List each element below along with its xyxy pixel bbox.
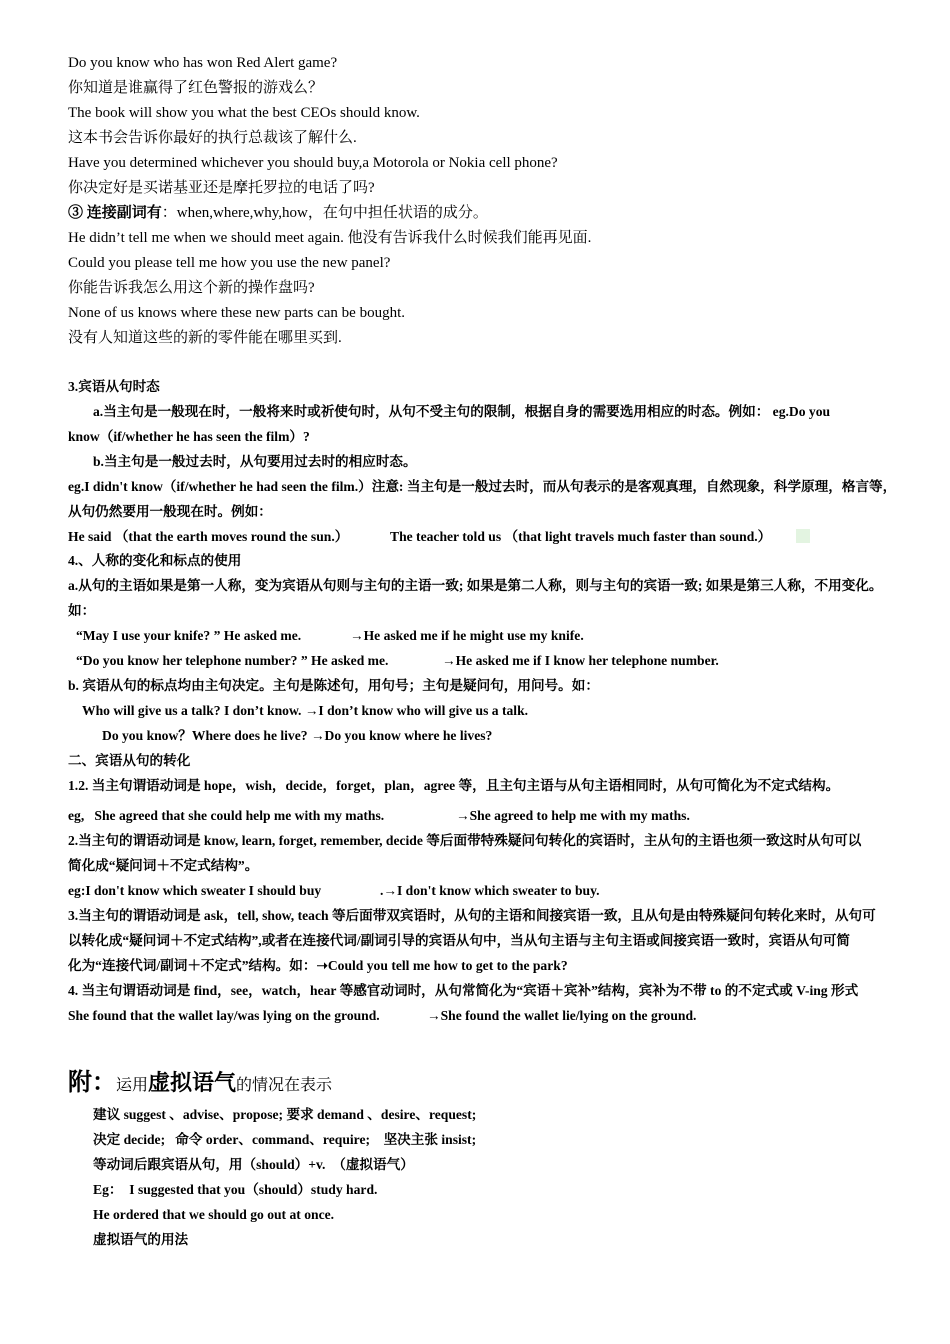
text-line: He ordered that we should go out at once. (93, 1207, 335, 1222)
text-line: Could you please tell me how you use the new panel? (68, 255, 391, 271)
highlight-box (796, 529, 810, 543)
example-line (76, 652, 719, 670)
text-line: 这本书会告诉你最好的执行总裁该了解什么. (68, 130, 357, 146)
example-part: eg, She agreed that she could help me with my maths. (68, 808, 385, 823)
example-part: eg:I don't know which sweater I should buy (68, 883, 322, 898)
section-heading: 二、宾语从句的转化 (68, 753, 191, 768)
text-line: 你知道是谁赢得了红色警报的游戏么？ (68, 80, 324, 96)
text-line: b. 宾语从句的标点均由主句决定。主句是陈述句，用句号；主句是疑问句，用问号。如： (68, 678, 599, 693)
text-line: 1.2. 当主句谓语动词是 hope，wish，decide，forget，plan，agree 等，且主句主语与从句主语相同时，从句可简化为不定式结构。 (68, 778, 840, 793)
text-line: 4. 当主句谓语动词是 find，see，watch，hear 等感官动词时，从句常简化为“宾语＋宾补”结构，宾补为不带 to 的不定式或 V-ing 形式 (68, 983, 859, 998)
text-line: 化为“连接代词/副词＋不定式”结构。如：➝Could you tell me how to get to the park? (68, 958, 568, 973)
text-line: 2.当主句的谓语动词是 know, learn, forget, remember, decide 等后面带特殊疑问句转化的宾语时，主从句的主语也须一致这时从句可以 (68, 833, 862, 848)
text-line: 你决定好是买诺基亚还是摩托罗拉的电话了吗? (68, 180, 375, 196)
example-part: He said （that the earth moves round the sun.） (68, 529, 349, 544)
adverb-line (68, 204, 488, 222)
text-line: He didn’t tell me when we should meet again. 他没有告诉我什么时候我们能再见面. (68, 230, 592, 246)
section-heading: 3.宾语从句时态 (68, 379, 160, 394)
text-line: 如： (68, 603, 96, 618)
example-line (68, 528, 772, 546)
example-part: “May I use your knife? ” He asked me. (76, 628, 302, 643)
example-part: →She agreed to help me with my maths. (456, 808, 690, 823)
example-part: →He asked me if he might use my knife. (350, 628, 584, 643)
example-line (68, 1007, 697, 1025)
text-line: a.从句的主语如果是第一人称，变为宾语从句则与主句的主语一致; 如果是第二人称，则与主句的宾语一致; 如果是第三人称，不用变化。 (68, 578, 883, 593)
appendix-emphasis: 虚拟语气 (148, 1070, 237, 1095)
text-line: None of us knows where these new parts can be bought. (68, 305, 405, 321)
text-line: know（if/whether he has seen the film）? (68, 429, 310, 444)
highlight-mark (792, 528, 810, 546)
example-line (76, 627, 584, 645)
text-line: eg.I didn't know（if/whether he had seen the film.）注意: 当主句是一般过去时，而从句表示的是客观真理，自然现象，科学原理，格言等， (68, 479, 897, 494)
text-line: 建议 suggest 、advise、propose; 要求 demand 、desire、request; (93, 1107, 477, 1122)
section-heading: 4.、人称的变化和标点的使用 (68, 553, 242, 568)
text-line: Do you know？Where does he live? →Do you know where he lives? (102, 728, 493, 743)
text-line: Who will give us a talk? I don’t know. →I don’t know who will give us a talk. (82, 703, 529, 718)
text-line: 3.当主句的谓语动词是 ask，tell, show, teach 等后面带双宾语时，从句的主语和间接宾语一致，且从句是由特殊疑问句转化来时，从句可 (68, 908, 876, 923)
example-line (68, 807, 690, 825)
text-line: b.当主句是一般过去时，从句要用过去时的相应时态。 (93, 454, 417, 469)
text-line: 你能告诉我怎么用这个新的操作盘吗? (68, 280, 315, 296)
text-line: 以转化成“疑问词＋不定式结构”,或者在连接代词/副词引导的宾语从句中，当从句主语与主句主语或间接宾语一致时，宾语从句可简 (68, 933, 851, 948)
text-line: Have you determined whichever you should buy,a Motorola or Nokia cell phone? (68, 155, 558, 171)
text-line: Do you know who has won Red Alert game? (68, 55, 338, 71)
example-part: She found that the wallet lay/was lying on the ground. (68, 1008, 380, 1023)
appendix-heading (68, 1062, 332, 1097)
adverb-label: ③ 连接副词有 (68, 205, 162, 221)
text-line: Eg： I suggested that you（should）study hard. (93, 1182, 378, 1197)
appendix-text: 运用 (116, 1077, 149, 1094)
example-line (68, 882, 600, 900)
text-line: a.当主句是一般现在时，一般将来时或祈使句时，从句不受主句的限制，根据自身的需要选用相应的时态。例如： eg.Do you (93, 404, 831, 419)
text-line: The book will show you what the best CEOs should know. (68, 105, 420, 121)
example-part: The teacher told us （that light travels much faster than sound.） (390, 529, 772, 544)
example-part: “Do you know her telephone number? ” He asked me. (76, 653, 389, 668)
text-line: 决定 decide; 命令 order、command、require; 坚决主张 insist; (93, 1132, 477, 1147)
text-line: 虚拟语气的用法 (93, 1232, 189, 1247)
example-part: .→I don't know which sweater to buy. (380, 883, 600, 898)
adverb-rest: ：when,where,why,how，在句中担任状语的成分。 (161, 205, 488, 221)
example-part: →She found the wallet lie/lying on the ground. (427, 1008, 697, 1023)
text-line: 没有人知道这些的新的零件能在哪里买到. (68, 330, 342, 346)
appendix-text: 的情况在表示 (236, 1077, 333, 1094)
text-line: 等动词后跟宾语从句，用（should）+v. （虚拟语气） (93, 1157, 414, 1172)
text-line: 简化成“疑问词＋不定式结构”。 (68, 858, 259, 873)
text-line: 从句仍然要用一般现在时。例如： (68, 504, 272, 519)
appendix-label: 附： (68, 1070, 116, 1096)
example-part: →He asked me if I know her telephone number. (442, 653, 719, 668)
